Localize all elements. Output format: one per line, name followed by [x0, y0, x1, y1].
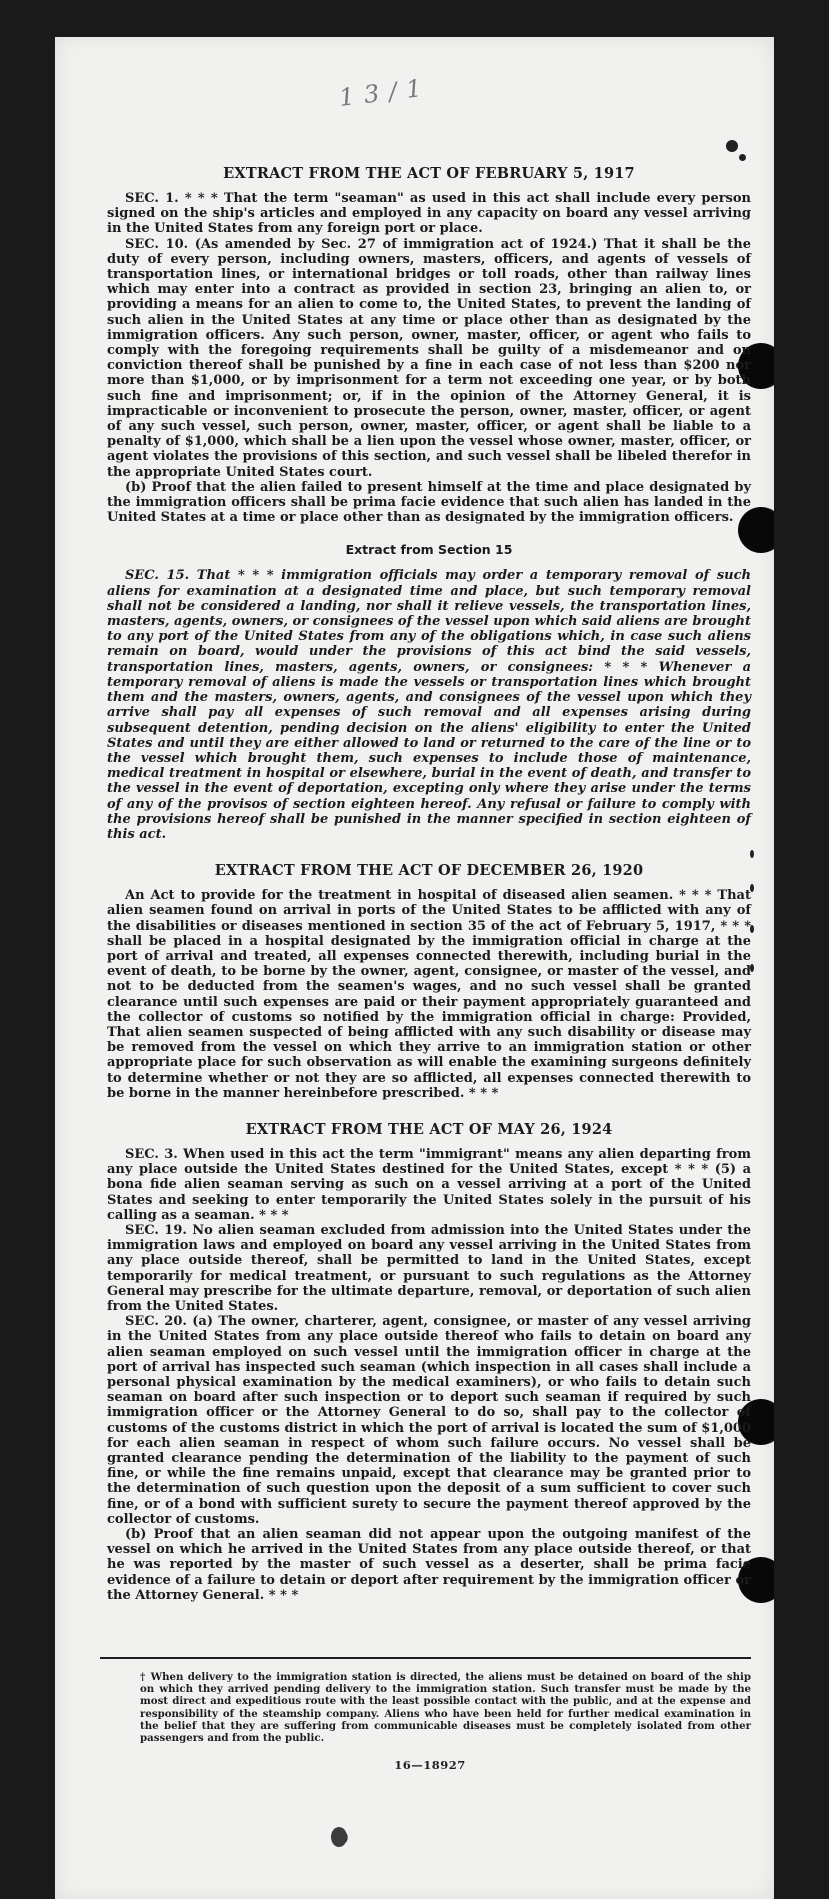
section-15-text: SEC. 15. That * * * immigration officials may order a temporary removal of such aliens for examination at a designated time and place, but such temporary removal shall not be considered a landing, nor shall it relieve vessels, the transportation lines, masters, agents, owners, or consignees of the vessel upon which said aliens are brought to any port of the United States from any of the obligations which, in case such aliens remain on board, would under the provisions of this act bind the said vessels, transportation lines, masters, agents, owners, or consignees: * * * Whenever a temporary removal of aliens is made the vessels or transportation lines which brought them and the masters, owners, agents, and consignees of the vessel upon which they arrive shall pay all expenses of such removal and all expenses arising during subsequent detention, pending decision on the aliens' eligibility to enter the United States and until they are either allowed to land or returned to the care of the line or to the vessel which brought them, such expenses to include those of maintenance, medical treatment in hospital or elsewhere, burial in the event of death, and transfer to the vessel in the event of deportation, excepting only where they arise under the terms of any of the provisos of section eighteen hereof. Any refusal or failure to comply with the provisions hereof shall be punished in the manner specified in section eighteen of this act.	[107, 568, 751, 842]
section-10-b-text: (b) Proof that the alien failed to present himself at the time and place designated by the immigration officers shall be prima facie evidence that such alien has landed in the United States at a time or place other than as designated by the immigration officers.	[107, 479, 751, 526]
act-1917-heading: EXTRACT FROM THE ACT OF FEBRUARY 5, 1917	[223, 165, 635, 182]
act-1920-heading: EXTRACT FROM THE ACT OF DECEMBER 26, 1920	[214, 862, 644, 880]
scan-speck	[726, 140, 738, 152]
act-1920-text: An Act to provide for the treatment in hospital of diseased alien seamen. * * * That alien seamen found on arrival in ports of the United States to be afflicted with any of the disabilities or diseases mentioned in section 35 of the act of February 5, 1917, * * * shall be placed in a hospital designated by the immigration official in charge at the port of arrival and treated, all expenses connected therewith, including burial in the event of death, to be borne by the owner, agent, consignee, or master of the vessel, and not to be deducted from the seamen's wages, and no such vessel shall be granted clearance until such expenses are paid or their payment appropriately guaranteed and the collector of customs so notified by the immigration official in charge: Provided, That alien seamen suspected of being afflicted with any such disability or disease may be removed from the vessel on which they arrive to an immigration station or other appropriate place for such observation as will enable the examining surgeons definitely to determine whether or not they are so afflicted, all expenses connected therewith to be borne in the manner hereinbefore prescribed. * * *	[107, 888, 751, 1101]
section-1-text: SEC. 1. * * * That the term "seaman" as used in this act shall include every person signed on the ship's articles and employed in any capacity on board any vessel arriving in the United States from any foreign port or place.	[107, 191, 751, 237]
section-3-text: SEC. 3. When used in this act the term "immigrant" means any alien departing from any place outside the United States destined for the United States, except * * * (5) a bona fide alien seaman serving as such on a vessel arriving at a port of the United States and seeking to enter temporarily the United States solely in the pursuit of his calling as a seaman. * * *	[107, 1146, 751, 1223]
section-19-text: SEC. 19. No alien seaman excluded from admission into the United States under the immigration laws and employed on board any vessel arriving in the United States from any place outside thereof, shall be permitted to land in the United States, except temporarily for medical treatment, or pursuant to such regulations as the Attorney General may prescribe for the ultimate departure, removal, or deportation of such alien from the United States.	[107, 1222, 751, 1314]
scan-speck	[739, 154, 746, 161]
section-20-a-text: SEC. 20. (a) The owner, charterer, agent, consignee, or master of any vessel arriving in the United States from any place outside thereof who fails to detain on board any alien seaman employed on such vessel until the immigration officer in charge at the port of arrival has inspected such seaman (which inspection in all cases shall include a personal physical examination by the medical examiners), or who fails to detain such seaman on board after such inspection or to deport such seaman if required by such immigration officer or the Attorney General to do so, shall pay to the collector of customs of the customs district in which the port of arrival is located the sum of $1,000 for each alien seaman in respect of whom such failure occurs. No vessel shall be granted clearance pending the determination of the liability to the payment of such fine, or while the fine remains unpaid, except that clearance may be granted prior to the determination of such question upon the deposit of a sum sufficient to cover such fine, or of a bond with sufficient surety to secure the payment thereof approved by the collector of customs.	[107, 1314, 751, 1527]
act-1924-heading: EXTRACT FROM THE ACT OF MAY 26, 1924	[245, 1120, 613, 1138]
form-number: 16—18927	[394, 1758, 466, 1772]
handwritten-page-mark: 1 3 / 1	[337, 73, 425, 113]
footnote-divider	[100, 1657, 751, 1659]
delivery-footnote: † When delivery to the immigration station is directed, the aliens must be detained on board of the ship on which they arrived pending delivery to the immigration station. Such transfer must be made by the most direct and expeditious route with the least possible contact with the public, and at the expense and responsibility of the steamship company. Aliens who have been held for further medical examination in the belief that they are suffering from communicable diseases must be completely isolated from other passengers and from the public.	[140, 1671, 751, 1745]
section-20-b-text: (b) Proof that an alien seaman did not appear upon the outgoing manifest of the vessel on which he arrived in the United States from any place outside thereof, or that he was reported by the master of such vessel as a deserter, shall be prima facie evidence of a failure to detain or deport after requirement by the immigration officer or the Attorney General. * * *	[107, 1527, 751, 1603]
section-10-text: SEC. 10. (As amended by Sec. 27 of immigration act of 1924.) That it shall be the duty of every person, including owners, masters, officers, and agents of vessels of transportation lines, or international bridges or toll roads, other than railway lines which may enter into a contract as provided in section 23, bringing an alien to, or providing a means for an alien to come to, the United States, to prevent the landing of such alien in the United States at any time or place other than as designated by the immigration officers. Any such person, owner, master, officer, or agent who fails to comply with the foregoing requirements shall be guilty of a misdemeanor and on conviction thereof shall be punished by a fine in each case of not less than $200 nor more than $1,000, or by imprisonment for a term not exceeding one year, or by both such fine and imprisonment; or, if in the opinion of the Attorney General, it is impracticable or inconvenient to prosecute the person, owner, master, officer, or agent of any such vessel, such person, owner, master, officer, or agent shall be liable to a penalty of $1,000, which shall be a lien upon the vessel whose owner, master, officer, or agent violates the provisions of this section, and such vessel shall be libeled therefor in the appropriate United States court.	[107, 236, 751, 480]
legal-extracts-content	[107, 165, 751, 1603]
section-15-heading: Extract from Section 15	[345, 542, 513, 558]
document-page	[55, 37, 774, 1899]
bottom-ink-blot	[321, 1831, 359, 1844]
